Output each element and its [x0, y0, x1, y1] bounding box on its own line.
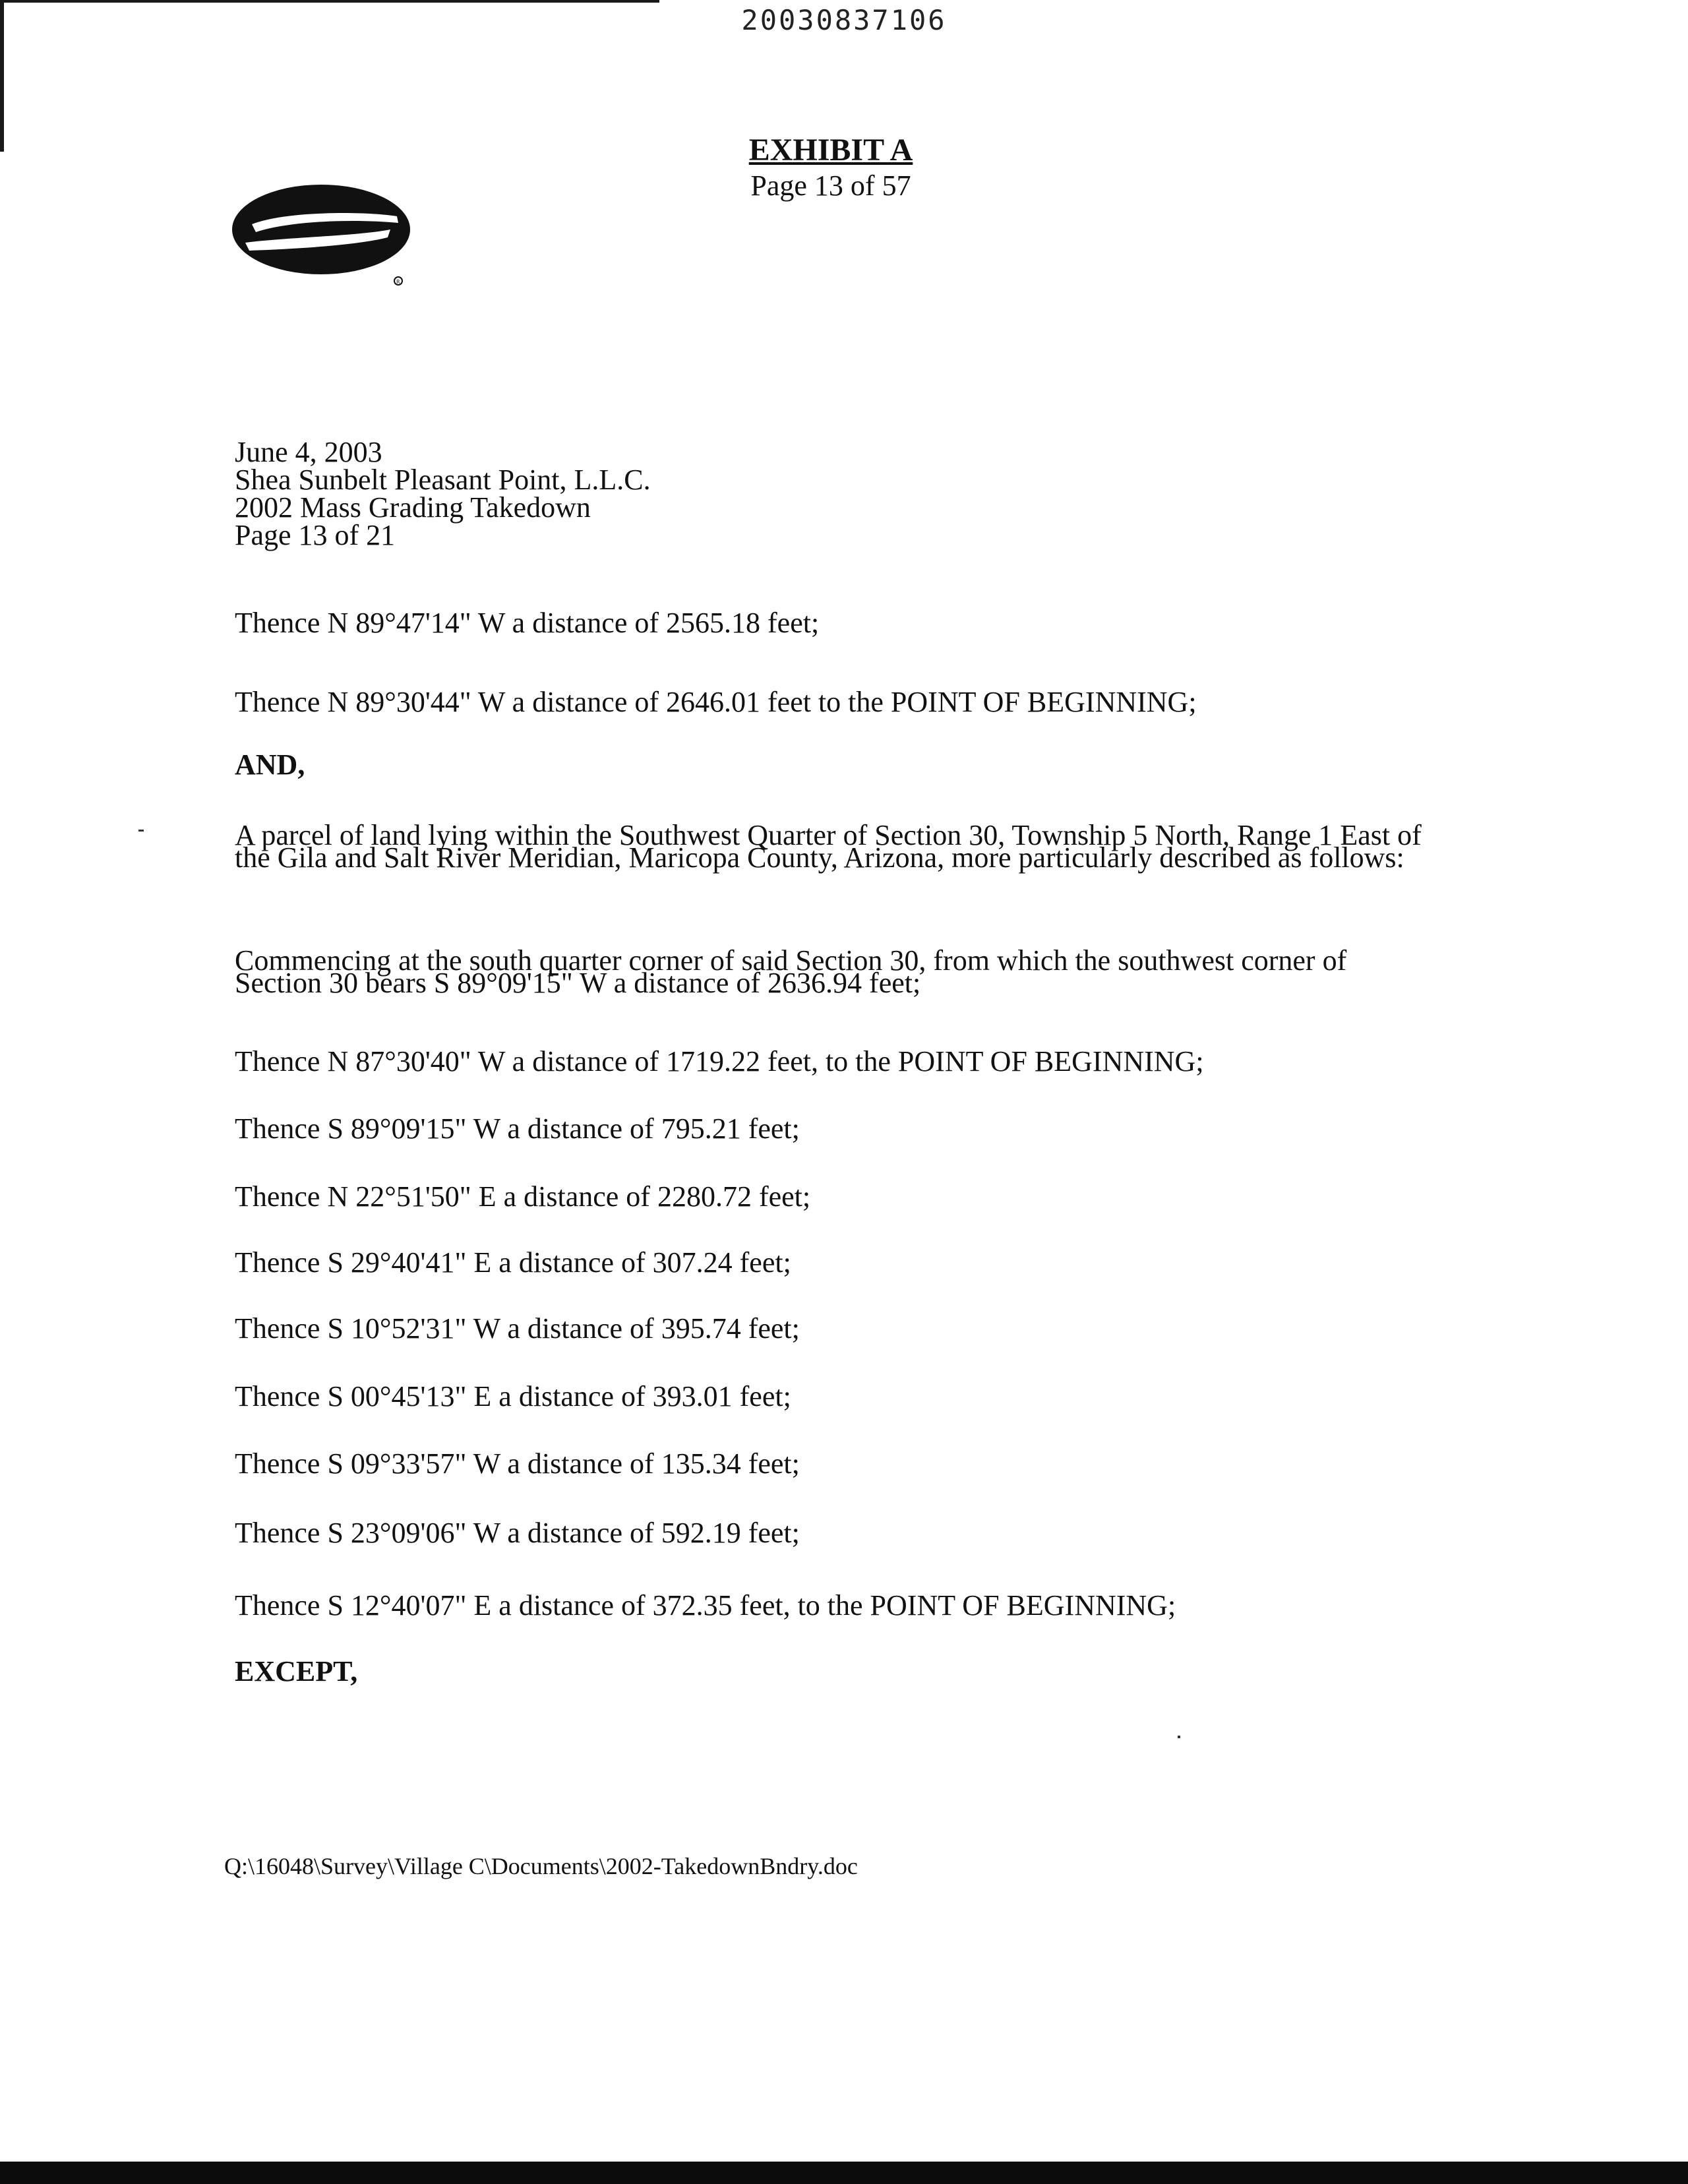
course-line: Thence S 29°40'41" E a distance of 307.24 feet; — [235, 1246, 791, 1279]
parcel-description: A parcel of land lying within the Southwest Quarter of Section 30, Township 5 North, Range 1 East of the Gila and Salt River Meridian, Maricopa County, Arizona, more particularly described as follows: — [235, 819, 1422, 874]
course-line: Thence S 10°52'31" W a distance of 395.74 feet; — [235, 1312, 800, 1345]
scan-edge-top — [0, 0, 659, 3]
except-heading: EXCEPT, — [235, 1655, 358, 1687]
course-line: Thence S 89°09'15" W a distance of 795.21 feet; — [235, 1112, 800, 1145]
header-project: 2002 Mass Grading Takedown — [235, 491, 591, 524]
course-line: Thence N 22°51'50" E a distance of 2280.72 feet; — [235, 1180, 811, 1213]
course-line-2: Thence N 89°30'44" W a distance of 2646.01 feet to the POINT OF BEGINNING; — [235, 686, 1197, 718]
svg-text:R: R — [396, 279, 400, 285]
header-company: Shea Sunbelt Pleasant Point, L.L.C. — [235, 464, 651, 496]
exhibit-title: EXHIBIT A — [748, 133, 913, 167]
shea-s-logo-icon — [232, 177, 423, 289]
header-date: June 4, 2003 — [235, 436, 382, 468]
document-number: 20030837106 — [741, 4, 947, 36]
course-line: Thence N 87°30'40" W a distance of 1719.22 feet, to the POINT OF BEGINNING; — [235, 1045, 1204, 1077]
course-line: Thence S 23°09'06" W a distance of 592.19 feet; — [235, 1517, 800, 1549]
commencing-description: Commencing at the south quarter corner of said Section 30, from which the southwest corner of Section 30 bears S 89°09'15" W a distance of 2636.94 feet; — [235, 944, 1347, 999]
course-line-1: Thence N 89°47'14" W a distance of 2565.18 feet; — [235, 607, 820, 639]
exhibit-page-number: Page 13 of 57 — [750, 169, 911, 202]
scan-speck — [1178, 1736, 1180, 1738]
and-heading: AND, — [235, 748, 305, 781]
scan-speck — [138, 830, 144, 832]
course-line: Thence S 00°45'13" E a distance of 393.01 feet; — [235, 1380, 791, 1412]
course-line: Thence S 12°40'07" E a distance of 372.35 feet, to the POINT OF BEGINNING; — [235, 1589, 1176, 1622]
course-line: Thence S 09°33'57" W a distance of 135.34 feet; — [235, 1447, 800, 1480]
exhibit-heading — [646, 132, 1015, 203]
header-page: Page 13 of 21 — [235, 519, 396, 551]
letter-header — [235, 436, 1553, 551]
footer-file-path: Q:\16048\Survey\Village C\Documents\2002-TakedownBndry.doc — [224, 1853, 858, 1879]
scan-edge-bottom — [0, 2162, 1688, 2184]
